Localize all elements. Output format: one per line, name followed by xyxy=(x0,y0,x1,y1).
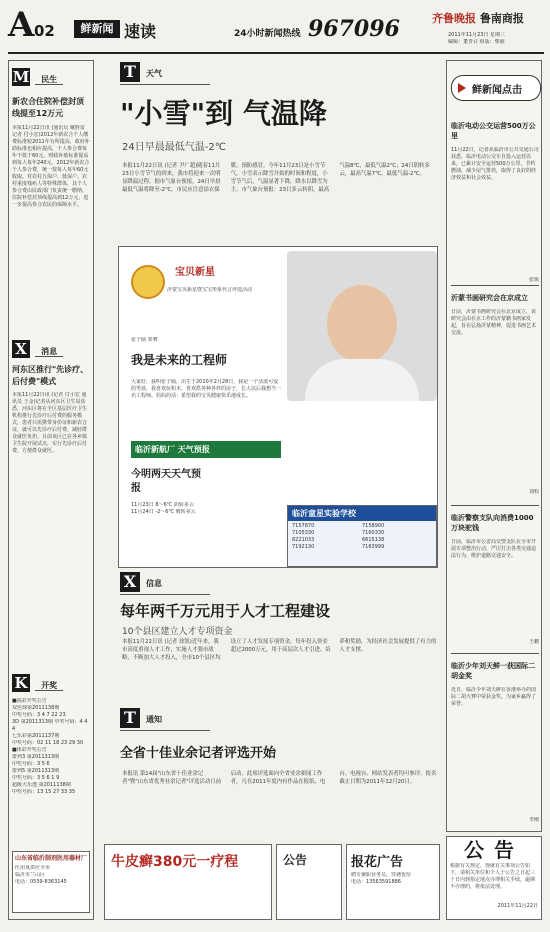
minsheng-body: 本报11月22日讯 (通讯员 戴胜雷 记者 付小宏)2012年新农合个人缴费标准较2011年有所提高，政府补助标准也相应提高，个人参合费每年不低于60元，财政补助标准提高到每人每年240元。2012年新农合个人参合费，统一按每人每年60元收取。对农村五保户、低保户、农村重度残疾人等特殊群体，其个人参合费由民政部门负责统一缴纳。住院补偿封顶线提高到12万元，进一步提高参合农民的保障水平。 xyxy=(12,125,90,208)
right-banner xyxy=(451,75,541,101)
left-ad-line: 山东省临沂制剂医用器材厂 xyxy=(15,855,88,862)
lottery-line: 3D 第2011313期 中奖号码：4 4 4 xyxy=(12,719,88,732)
school-phone: 7163999 xyxy=(362,544,385,550)
feature-logo xyxy=(131,257,281,317)
forecast-box xyxy=(131,441,281,551)
editor-line: 编辑：董青召 组版：柴丽 xyxy=(448,39,505,45)
feature-section xyxy=(118,246,438,568)
lottery-line: 中奖号码：3 5 6 xyxy=(12,761,50,767)
xiaoxi-body: 本报11月22日讯 (记者 付小宏 通讯员 王金)记者从河东区卫生局获悉，河东区将在全区基层医疗卫生机构推行先诊疗后付费的服务模式，患者只需携带身份证和新农合证，就可以先诊疗后付费，减轻群众就医负担。目前该区已在各乡镇卫生院开展试点，实行先诊疗后付费，方便群众就医。 xyxy=(12,392,88,454)
lottery-line: 七乐彩第2011137期 xyxy=(12,733,60,739)
public-notice-sign: 2011年11月22日 xyxy=(497,903,538,909)
child-shirt-icon xyxy=(305,359,419,401)
click-arrow-icon xyxy=(458,83,466,93)
lottery-line: 中奖号码：3 5 6 1 9 xyxy=(12,775,60,781)
hotline-label: 24小时新闻热线 xyxy=(234,29,301,39)
feature-byline: 张子硕 参赛 xyxy=(131,337,158,343)
section-title: 速读 xyxy=(124,22,157,41)
school-phone: 8221033 xyxy=(292,537,315,543)
right-item-headline: 临沂警察支队向消费1000万块驼钱 xyxy=(451,514,534,532)
left-ad-box xyxy=(12,851,90,913)
right-item-byline: 李刚 xyxy=(528,817,539,823)
kaijiang-section xyxy=(12,673,90,796)
paper-name-text: 齐鲁晚报 xyxy=(432,12,476,25)
right-banner-text: 鲜新闻点击 xyxy=(472,85,522,96)
right-item-headline: 沂蒙书画研究会在京成立 xyxy=(451,294,528,302)
info-body: 本报11月22日讯 (记者 徐凯)近年来，我市高度重视人才工作，实施人才强市战略，不断加大人才投入，全市10个县区均设立了人才发展专项资金，每年投入资金超过2000万元，用于高层次人才引进、培养和奖励，为经济社会发展提供了有力的人才支撑。 xyxy=(122,639,437,661)
lottery-line: 中奖号码：13 15 27 33 35 xyxy=(12,789,76,795)
school-ad-title: 临沂童星实验学校 xyxy=(288,506,436,521)
notice-headline: 全省十佳业余记者评选开始 xyxy=(120,746,277,761)
public-notice-body: 根据有关规定，现就有关事项公告如下，请相关单位和个人于公告之日起三十日内到指定地点办理相关手续，逾期不办理的，将依法处理。 xyxy=(450,863,536,890)
feature-logo-title: 宝贝新星 xyxy=(175,267,215,278)
notice-tag: 通知 xyxy=(146,715,162,724)
lottery-line: 中奖号码：3 4 7 22 23 xyxy=(12,712,66,718)
school-phone: 7192130 xyxy=(292,544,315,550)
right-item-headline: 临沂电动公交运营500万公里 xyxy=(451,122,536,140)
hotline-number: 967096 xyxy=(308,16,400,42)
bottom-ad-psoriasis-title: 牛皮癣380元一疗程 xyxy=(111,854,239,870)
weather-subhead: 24日早晨最低气温-2℃ xyxy=(122,142,226,153)
right-item xyxy=(451,121,539,284)
school-phone: 7160330 xyxy=(362,530,385,536)
edition-name: 鲁南商报 xyxy=(479,12,524,25)
bottom-ad-baohua-sub: 聘专兼职业务员，待遇优厚 xyxy=(351,872,412,878)
lottery-line: 超级大乐透 第2011138期 xyxy=(12,782,71,788)
forecast-head: 今明两天天气预报 xyxy=(131,469,201,494)
right-item-body: 近日，临沂少年刘天鲜在香港举办的国际二胡大赛中荣获金奖，为家乡赢得了荣誉。 xyxy=(451,687,537,707)
school-phone: 6615138 xyxy=(362,537,385,543)
school-phone: 7157870 xyxy=(292,523,315,529)
public-notice xyxy=(446,836,542,920)
weather-letter: T xyxy=(120,62,140,82)
right-item xyxy=(451,293,539,496)
masthead-rule xyxy=(8,52,544,54)
forecast-line: 11月24日 -2～6℃ 晴转多云 xyxy=(131,509,196,515)
info-headline: 每年两千万元用于人才工程建设 xyxy=(120,602,331,620)
right-item-byline: 刘程 xyxy=(528,489,539,495)
lottery-line: ■体彩开奖公告 xyxy=(12,747,47,753)
school-phone: 7158900 xyxy=(362,523,385,529)
forecast-line: 11月23日 8～6℃ 阴转多云 xyxy=(131,502,194,508)
forecast-box-title: 临沂新航厂 天气预报 xyxy=(131,441,281,458)
minsheng-headline: 新农合住院补偿封顶线提至12万元 xyxy=(12,97,84,118)
lottery-line: ■福彩开奖公告 xyxy=(12,698,47,704)
right-item xyxy=(451,661,539,824)
notice-body: 本报讯 第14届"山东省十佳业余记者"暨"山东省优秀业余记者"评选活动日前启动。此项评选面向全省业余新闻工作者，凡在2011年度内有作品在报纸、电台、电视台、网站发表者均可参评。报名截止日期为2011年12月20日。 xyxy=(122,771,437,785)
info-tag: 信息 xyxy=(146,579,162,588)
page-number: 02 xyxy=(34,22,55,40)
info-letter: X xyxy=(120,572,140,592)
kaijiang-tag: 开奖 xyxy=(35,681,63,691)
weather-tag-rule xyxy=(120,84,210,85)
lottery-line: 排列5 第2011313期 xyxy=(12,768,60,774)
xiaoxi-tag: 消息 xyxy=(35,347,63,357)
feature-logo-caption: 沂蒙宝贝新星暨宝宝形象代言评选活动 xyxy=(167,287,253,293)
public-notice-title: 公告 xyxy=(464,838,524,862)
date-line: 2011年11月23日 星期三 xyxy=(448,32,506,38)
bottom-ad-baohua-title: 报花广告 xyxy=(351,855,404,870)
mascot-icon xyxy=(131,265,165,299)
info-section xyxy=(100,572,440,702)
weather-section xyxy=(100,62,440,242)
minsheng-tag: 民生 xyxy=(35,75,63,85)
right-item-byline: 张锐 xyxy=(528,277,539,283)
notice-tag-rule xyxy=(120,730,210,731)
section-badge: 鲜新闻 xyxy=(74,20,120,38)
weather-body: 本报11月22日讯 (记者 尹广超)随着11月23日小雪节气的到来，我市将迎来一次明显降温过程。据市气象台预报，24日早晨最低气温将降至-2℃。市民应注意添衣保暖，预防感冒。今年11月23日是小雪节气，小雪表示降雪开始的时间和程度，小雪节气后，气温显著下降，降水以降雪为主。市气象台预报：23日多云转阴，最高气温8℃，最低气温2℃；24日阴转多云，最高气温7℃，最低气温-2℃。 xyxy=(122,163,430,193)
bottom-ad-baohua-phone: 电话：13563591886 xyxy=(351,879,401,885)
weather-headline: "小雪"到 气温降 xyxy=(120,97,327,130)
bottom-ad-psoriasis xyxy=(104,844,272,920)
left-ad-line: 医用氧供应全市 xyxy=(15,865,51,871)
right-item-byline: 王鹏 xyxy=(528,639,539,645)
lottery-line: 双色球第2011138期 xyxy=(12,705,60,711)
lottery-line: 排列3 第2011313期 xyxy=(12,754,60,760)
right-divider xyxy=(451,505,539,506)
school-ad xyxy=(287,505,437,567)
feature-headline: 我是未来的工程师 xyxy=(131,353,228,367)
info-subhead: 10个县区建立人才专项资金 xyxy=(122,627,233,637)
paper-name xyxy=(432,10,524,26)
notice-section xyxy=(100,708,440,840)
right-column xyxy=(446,60,542,832)
xiaoxi-section xyxy=(12,339,90,692)
kaijiang-letter: K xyxy=(12,674,30,692)
minsheng-letter: M xyxy=(12,68,30,86)
left-ad-line: 临沂市兰山区 xyxy=(15,872,46,878)
info-tag-rule xyxy=(120,594,210,595)
masthead xyxy=(8,6,544,48)
notice-letter: T xyxy=(120,708,140,728)
right-divider xyxy=(451,653,539,654)
xiaoxi-letter: X xyxy=(12,340,30,358)
lottery-list xyxy=(12,698,90,796)
right-divider xyxy=(451,285,539,286)
right-item-headline: 临沂少年刘天鲜一获国际二胡金奖 xyxy=(451,662,535,680)
lottery-line: 中奖号码：02 11 18 23 29 30 xyxy=(12,740,84,746)
right-item-body: 11月22日，记者从临沂市公共交通公司获悉，临沂电动公交车自投入运营以来，已累计安全运营500万公里，节约燃油，减少尾气排放，取得了良好的经济效益和社会效益。 xyxy=(451,147,539,181)
child-face-icon xyxy=(327,285,397,363)
school-phone-grid xyxy=(288,521,436,553)
weather-tag: 天气 xyxy=(146,69,162,78)
page-letter: A xyxy=(8,5,35,45)
feature-body: 大家好，我叫张子硕，出生于2010年2月28日，我是一个活泼可爱的男孩，我喜欢玩积木，喜欢搭各种各样的房子，长大以后我想当一名工程师。妈妈的话：希望我的宝贝健康快乐地成长。 xyxy=(131,379,281,399)
child-photo xyxy=(287,251,437,401)
right-item-body: 日前，沂蒙书画研究会在北京成立，该研究会由在京工作的沂蒙籍书画家发起，旨在弘扬沂蒙精神，促进书画艺术交流。 xyxy=(451,309,537,336)
minsheng-section xyxy=(12,67,90,355)
right-item-body: 日前，临沂市公安局交警支队在全市开展专项整治行动，严厉打击各类交通违法行为，维护道路交通安全。 xyxy=(451,539,537,559)
right-item xyxy=(451,513,539,646)
bottom-ad-notice-title: 公告 xyxy=(283,853,308,867)
bottom-ad-baohua xyxy=(346,844,440,920)
school-phone: 7105330 xyxy=(292,530,315,536)
left-ad-line: 电话：0539-8363145 xyxy=(15,879,67,885)
xiaoxi-headline: 河东区推行"先诊疗、后付费"模式 xyxy=(12,365,89,386)
bottom-ad-notice xyxy=(276,844,342,920)
left-column xyxy=(8,60,94,920)
